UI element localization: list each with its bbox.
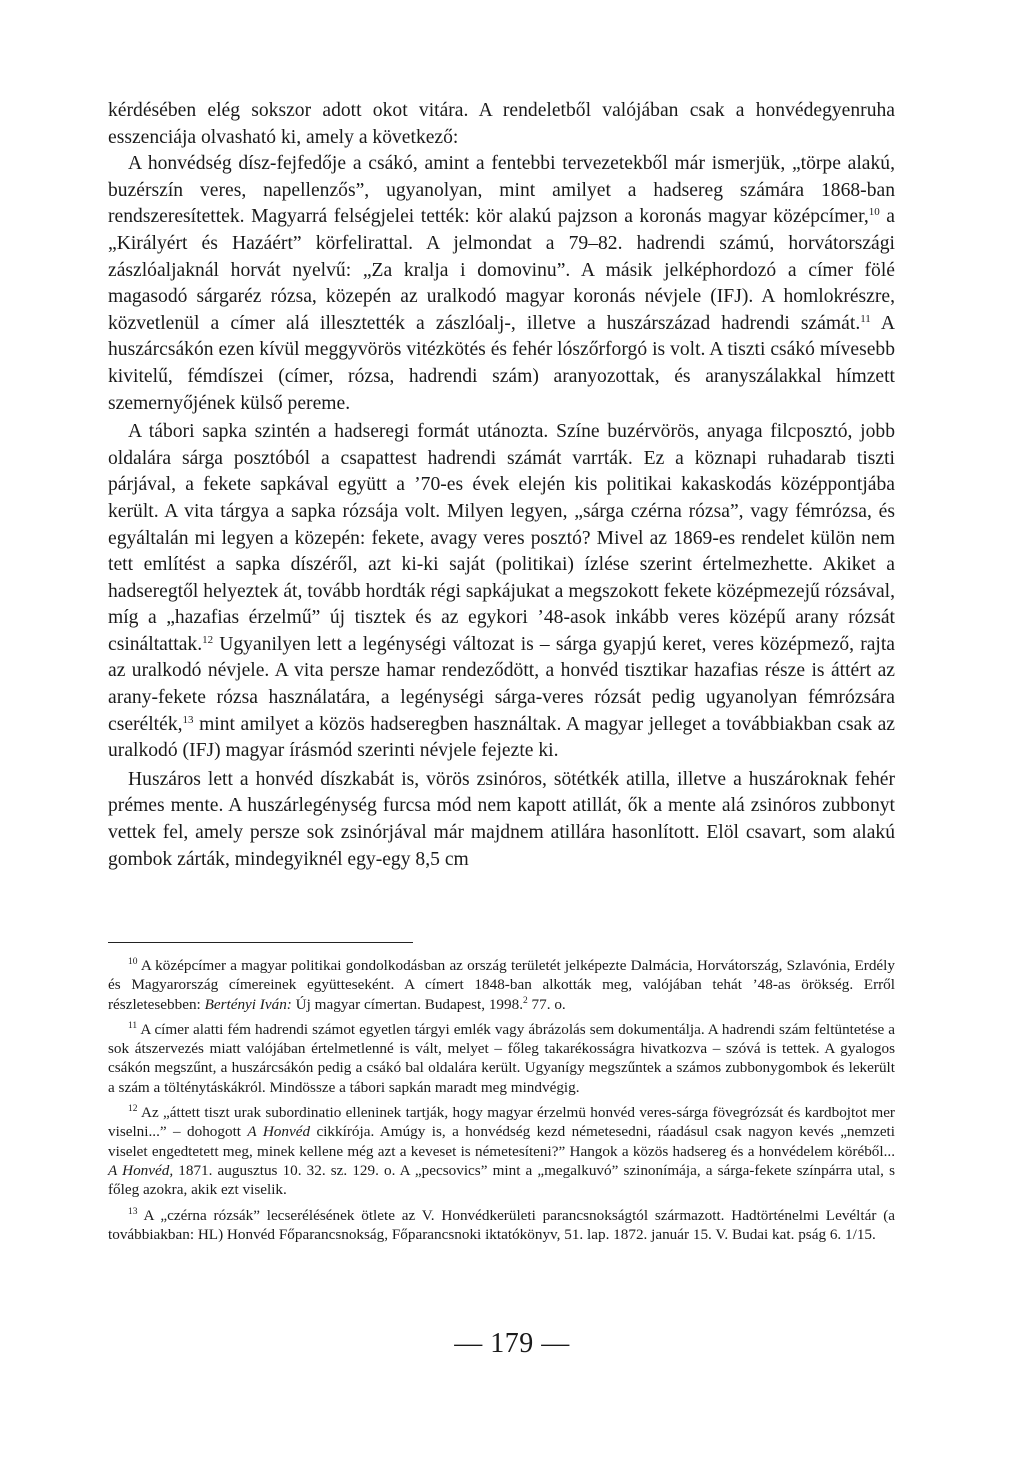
paragraph-3-text-a: A tábori sapka szintén a hadseregi formát utánozta. Színe buzérvörös, anyaga filcposztó, jobb oldalára sárga posztóból a csapattest hadrendi számát varrták. Ez a köznapi ruhadarab tiszti párjával, a fekete sapkával együtt a ’70-es évek elején kis politikai kakaskodás középpontjába került. A vita tárgya a sapka rózsája volt. Milyen legyen, „sárga czérna rózsa”, vagy fémrózsa, és egyáltalán mi legyen a közepén: fekete, avagy veres posztó? Mivel az 1869-es rendelet külön nem tett említést a sapka díszéről, azt ki-ki saját (politikai) ízlése szerint értelmezhette. Akiket a hadseregtől helyeztek át, tovább hordták régi sapkájukat a megszokott fekete középmezejű rózsával, míg a „hazafias érzelmű” új tisztek és az egykori ’48-asok inkább veres középű arany rózsát csináltattak. <box>108 421 895 655</box>
footnote-ref-12[interactable]: 12 <box>202 633 214 646</box>
footnote-number: 13 <box>128 1206 138 1217</box>
footnote-number: 12 <box>128 1104 138 1115</box>
footnote-12 <box>108 1103 895 1199</box>
paragraph-4 <box>108 767 895 873</box>
footnote-text: 77. o. <box>527 995 566 1013</box>
footnote-text: A középcímer a magyar politikai gondolkodásban az ország területét jelképezte Dalmácia, Horvátország, Szlavónia, Erdély és Magyarország címereinek együtteseként. A címert 1848-ban alkották meg, valójában tehát ’48-as örökség. Erről részletesebben: <box>108 957 895 1013</box>
footnote-divider <box>108 942 413 943</box>
footnote-text: A címer alatti fém hadrendi számot egyetlen tárgyi emlék vagy ábrázolás sem dokumentálja. A hadrendi szám feltüntetése a sok átszervezés miatt valójában értelmetlenné is vált, melyet – főleg takarékosságra hivatkozva – szóvá is tettek. A gyalogos csákón megszűnt, a huszárcsákón pedig a csákó bal oldalára került. Ugyanígy megszűntek a számos zubbonygombok és lekerült a szám a tölténytáskákról. Mindössze a tábori sapkán maradt meg mindvégig. <box>108 1020 895 1096</box>
footnote-author: Bertényi Iván: <box>204 995 292 1013</box>
paragraph-2-text-a: A honvédség dísz-fejfedője a csákó, amint a fentebbi tervezetekből már ismerjük, „törpe alakú, buzérszín veres, napellenzős”, ugyanolyan, mint amilyet a hadsereg számára 1868-ban rendszeresítettek. Magyarrá felségjelei tették: kör alakú pajzson a koronás magyar középcímer, <box>108 153 895 228</box>
paragraph-1-text: kérdésében elég sokszor adott okot vitára. A rendeletből valójában csak a honvédegyenruha esszenciája olvasható ki, amely a következő: <box>108 100 895 148</box>
paragraph-3 <box>108 419 895 765</box>
edition-superscript: 2 <box>523 995 528 1006</box>
footnote-text: 1871. augusztus 10. 32. sz. 129. o. A „pecsovics” mint a „megalkuvó” szinonímája, a sárga-fekete színpárra utal, s főleg azokra, akik ezt viselik. <box>108 1161 896 1199</box>
footnote-ref-13[interactable]: 13 <box>182 713 194 726</box>
page-number: — 179 — <box>454 1328 570 1359</box>
paragraph-3-text-c: mint amilyet a közös hadseregben használtak. A magyar jelleget a továbbiakban csak az uralkodó (IFJ) magyar írásmód szerinti névjele fejezte ki. <box>108 713 895 762</box>
footnote-13 <box>108 1206 895 1245</box>
footnote-source: A Honvéd <box>247 1123 311 1141</box>
footnote-ref-10[interactable]: 10 <box>868 206 880 219</box>
paragraph-1 <box>108 98 895 151</box>
footnote-10 <box>108 956 895 1014</box>
paragraph-2-text-b: a „Királyért és Hazáért” körfelirattal. A jelmondat a 79–82. hadrendi számú, horvátországi zászlóaljaknál horvát nyelvű: „Za kralja i domovinu”. A másik jelképhordozó a címer fölé magasodó sárgaréz rózsa, közepén az uralkodó magyar koronás névjele (IFJ). A homlokrészre, közvetlenül a címer alá illesztették a zászlóalj-, illetve a huszárszázad hadrendi számát. <box>108 206 895 334</box>
footnotes <box>108 956 895 1250</box>
footnote-number: 10 <box>128 957 138 967</box>
paragraph-3-text-b: Ugyanilyen lett a legénységi változat is – sárga gyapjú keret, veres középmező, rajta az uralkodó névjele. A vita persze hamar rendeződött, a honvéd tisztikar hazafias része is áttért az arany-fekete rózsa használatára, a legénységi sárga-veres rózsát pedig ugyanolyan fémrózsára cserélték, <box>108 633 895 735</box>
paragraph-2-text-c: A huszárcsákón ezen kívül meggyvörös vitézkötés és fehér lószőrforgó is volt. A tiszti csákó mívesebb kivitelű, fémdíszei (címer, rózsa, hadrendi szám) aranyozottak, és aranyszálakkal hímzett szemernyőjének külső pereme. <box>108 312 895 414</box>
footnote-text: Az „áttett tiszt urak subordinatio elleninek tartják, hogy magyar érzelmü honvéd veres-sárga fövegrózsát és kardbojtot mer viselni...” – dohogott <box>108 1104 895 1141</box>
footnote-text: cikkírója. Amúgy is, a honvédség kezd németesedni, ráadásul csak nagyon kevés „nemzeti viselet engedtetett meg, minek kellene még azt a keveset is németesíteni?” Hangok a közös hadsereg és a honvédelem köréből... <box>108 1123 896 1160</box>
paragraph-2 <box>108 151 895 417</box>
footnote-text: Új magyar címertan. Budapest, 1998. <box>291 995 523 1013</box>
footnote-source: A Honvéd, <box>108 1161 174 1179</box>
footnote-number: 11 <box>128 1020 138 1031</box>
footnote-ref-11[interactable]: 11 <box>860 312 871 325</box>
footnote-text: A „czérna rózsák” lecserélésének ötlete az V. Honvédkerületi parancsnokságtól származott. Hadtörténelmi Levéltár (a továbbiakban: HL) Honvéd Főparancsnokság, Főparancsnoki iktatókönyv, 51. lap. 1872. január 15. V. Budai kat. pság 6. 1/15. <box>108 1206 895 1243</box>
paragraph-4-text: Huszáros lett a honvéd díszkabát is, vörös zsinóros, sötétkék atilla, illetve a huszároknak fehér prémes mente. A huszárlegénység furcsa mód nem kapott atillát, ők a mente alá zsinóros zubbonyt vettek fel, amely persze sok zsinórjával már majdnem atillára hasonlított. Elöl csavart, som alakú gombok zárták, mindegyiknél egy-egy 8,5 cm <box>108 768 895 870</box>
footnote-11 <box>108 1020 895 1097</box>
main-text <box>108 98 895 873</box>
